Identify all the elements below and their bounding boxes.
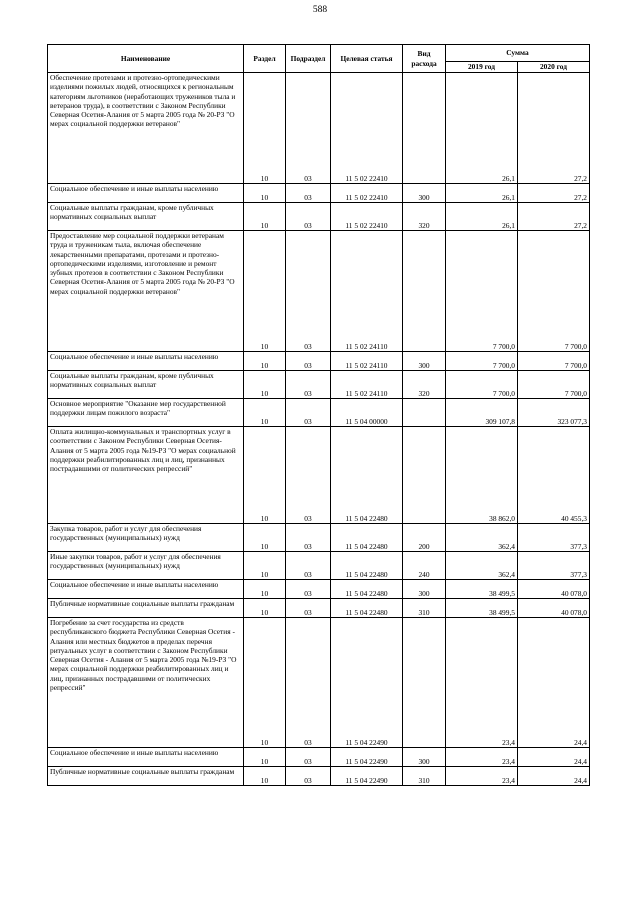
row-section: 10	[244, 767, 286, 786]
row-sum-2019: 38 499,5	[446, 599, 518, 618]
row-name: Социальные выплаты гражданам, кроме публичных нормативных социальных выплат	[48, 371, 244, 399]
row-sum-2020: 7 700,0	[518, 371, 590, 399]
row-subsection: 03	[286, 767, 331, 786]
row-expense-type: 240	[403, 552, 446, 580]
row-sum-2020: 24,4	[518, 767, 590, 786]
row-target-article: 11 5 04 22490	[331, 618, 403, 748]
row-subsection: 03	[286, 552, 331, 580]
row-sum-2019: 26,1	[446, 203, 518, 231]
row-target-article: 11 5 04 22480	[331, 524, 403, 552]
row-sum-2019: 7 700,0	[446, 231, 518, 352]
row-sum-2019: 38 862,0	[446, 427, 518, 524]
row-section: 10	[244, 524, 286, 552]
row-sum-2020: 24,4	[518, 748, 590, 767]
row-name: Социальное обеспечение и иные выплаты населению	[48, 184, 244, 203]
row-name: Основное мероприятие "Оказание мер государственной поддержки лицам пожилого возраста"	[48, 399, 244, 427]
table-row	[48, 399, 590, 427]
row-sum-2020: 27,2	[518, 203, 590, 231]
row-sum-2020: 377,3	[518, 524, 590, 552]
row-sum-2020: 40 455,3	[518, 427, 590, 524]
row-name: Публичные нормативные социальные выплаты гражданам	[48, 599, 244, 618]
row-subsection: 03	[286, 618, 331, 748]
row-target-article: 11 5 04 22490	[331, 748, 403, 767]
row-sum-2020: 7 700,0	[518, 231, 590, 352]
row-expense-type	[403, 427, 446, 524]
row-subsection: 03	[286, 352, 331, 371]
row-target-article: 11 5 04 22490	[331, 767, 403, 786]
header-year-2019: 2019 год	[446, 62, 518, 73]
row-target-article: 11 5 02 22410	[331, 184, 403, 203]
row-section: 10	[244, 599, 286, 618]
budget-table	[47, 44, 590, 786]
row-section: 10	[244, 203, 286, 231]
table-row	[48, 371, 590, 399]
row-expense-type	[403, 618, 446, 748]
row-target-article: 11 5 02 24110	[331, 371, 403, 399]
row-section: 10	[244, 352, 286, 371]
row-subsection: 03	[286, 524, 331, 552]
row-section: 10	[244, 399, 286, 427]
row-target-article: 11 5 04 22480	[331, 552, 403, 580]
table-row	[48, 767, 590, 786]
row-expense-type	[403, 73, 446, 184]
row-sum-2020: 377,3	[518, 552, 590, 580]
row-name: Социальное обеспечение и иные выплаты населению	[48, 748, 244, 767]
row-expense-type: 310	[403, 767, 446, 786]
table-row	[48, 73, 590, 184]
row-sum-2020: 7 700,0	[518, 352, 590, 371]
row-section: 10	[244, 73, 286, 184]
header-target-article: Целевая статья	[331, 45, 403, 73]
row-target-article: 11 5 04 22480	[331, 427, 403, 524]
row-sum-2019: 7 700,0	[446, 371, 518, 399]
row-sum-2020: 27,2	[518, 184, 590, 203]
row-section: 10	[244, 427, 286, 524]
row-section: 10	[244, 580, 286, 599]
row-name: Закупка товаров, работ и услуг для обеспечения государственных (муниципальных) нужд	[48, 524, 244, 552]
row-expense-type: 300	[403, 184, 446, 203]
row-expense-type: 310	[403, 599, 446, 618]
row-sum-2019: 38 499,5	[446, 580, 518, 599]
row-sum-2019: 362,4	[446, 524, 518, 552]
row-target-article: 11 5 04 22480	[331, 599, 403, 618]
row-subsection: 03	[286, 203, 331, 231]
table-row	[48, 524, 590, 552]
row-sum-2019: 23,4	[446, 767, 518, 786]
row-sum-2019: 23,4	[446, 618, 518, 748]
row-target-article: 11 5 02 22410	[331, 73, 403, 184]
table-row	[48, 748, 590, 767]
table-row	[48, 427, 590, 524]
row-subsection: 03	[286, 599, 331, 618]
header-name: Наименование	[48, 45, 244, 73]
row-subsection: 03	[286, 748, 331, 767]
row-sum-2020: 24,4	[518, 618, 590, 748]
header-subsection: Подраздел	[286, 45, 331, 73]
row-name: Публичные нормативные социальные выплаты гражданам	[48, 767, 244, 786]
header-section: Раздел	[244, 45, 286, 73]
row-expense-type: 320	[403, 371, 446, 399]
table-header	[48, 45, 590, 73]
row-section: 10	[244, 748, 286, 767]
row-section: 10	[244, 184, 286, 203]
row-name: Социальные выплаты гражданам, кроме публичных нормативных социальных выплат	[48, 203, 244, 231]
table-row	[48, 599, 590, 618]
header-expense-type: Вид расхода	[403, 45, 446, 73]
row-expense-type	[403, 231, 446, 352]
row-target-article: 11 5 02 24110	[331, 231, 403, 352]
row-name: Социальное обеспечение и иные выплаты населению	[48, 352, 244, 371]
row-sum-2020: 40 078,0	[518, 599, 590, 618]
row-expense-type: 300	[403, 580, 446, 599]
row-subsection: 03	[286, 399, 331, 427]
table-row	[48, 580, 590, 599]
table-row	[48, 203, 590, 231]
row-target-article: 11 5 04 00000	[331, 399, 403, 427]
row-name: Иные закупки товаров, работ и услуг для обеспечения государственных (муниципальных) нужд	[48, 552, 244, 580]
row-section: 10	[244, 231, 286, 352]
row-subsection: 03	[286, 231, 331, 352]
row-sum-2020: 323 077,3	[518, 399, 590, 427]
row-name: Предоставление мер социальной поддержки ветеранам труда и труженикам тыла, включая обеспечение лекарственными препаратами, протезами и протезно-ортопедическими изделиями, изготовление и ремонт зубных протезов в соответствии с Законом Республики Северная Осетия-Алания от 5 марта 2005 года № 20-РЗ "О мерах социальной поддержки ветеранов"	[48, 231, 244, 352]
table-row	[48, 352, 590, 371]
row-sum-2019: 26,1	[446, 73, 518, 184]
row-sum-2019: 362,4	[446, 552, 518, 580]
header-sum: Сумма	[446, 45, 590, 62]
row-section: 10	[244, 552, 286, 580]
table-row	[48, 231, 590, 352]
row-expense-type	[403, 399, 446, 427]
page-number: 588	[312, 5, 328, 15]
row-sum-2019: 23,4	[446, 748, 518, 767]
row-name: Социальное обеспечение и иные выплаты населению	[48, 580, 244, 599]
row-section: 10	[244, 371, 286, 399]
table-row	[48, 552, 590, 580]
row-target-article: 11 5 02 22410	[331, 203, 403, 231]
row-subsection: 03	[286, 427, 331, 524]
table-row	[48, 184, 590, 203]
row-expense-type: 300	[403, 748, 446, 767]
row-subsection: 03	[286, 371, 331, 399]
row-target-article: 11 5 04 22480	[331, 580, 403, 599]
header-year-2020: 2020 год	[518, 62, 590, 73]
row-expense-type: 300	[403, 352, 446, 371]
row-expense-type: 200	[403, 524, 446, 552]
row-name: Обеспечение протезами и протезно-ортопедическими изделиями пожилых людей, относящихся к региональным категориям льготников (неработающих тружеников тыла и ветеранов труда), в соответствии с Законом Республики Северная Осетия-Алания от 5 марта 2005 года № 20-РЗ "О мерах социальной поддержки ветеранов"	[48, 73, 244, 184]
row-subsection: 03	[286, 73, 331, 184]
row-name: Погребение за счет государства из средств республиканского бюджета Республики Северная Осетия - Алания или местных бюджетов в пределах перечня ритуальных услуг в соответствии с Законом Республики Северная Осетия - Алания от 5 марта 2005 года №19-РЗ "О мерах социальной поддержки реабилитированных лиц и лиц, признанных пострадавшими от политических репрессий"	[48, 618, 244, 748]
row-subsection: 03	[286, 580, 331, 599]
row-sum-2019: 26,1	[446, 184, 518, 203]
table-row	[48, 618, 590, 748]
row-target-article: 11 5 02 24110	[331, 352, 403, 371]
row-expense-type: 320	[403, 203, 446, 231]
row-sum-2019: 7 700,0	[446, 352, 518, 371]
row-subsection: 03	[286, 184, 331, 203]
row-sum-2020: 27,2	[518, 73, 590, 184]
row-name: Оплата жилищно-коммунальных и транспортных услуг в соответствии с Законом Республики Северная Осетия-Алания от 5 марта 2005 года №19-РЗ "О мерах социальной поддержки реабилитированных лиц и лиц, признанных пострадавшими от политических репрессий"	[48, 427, 244, 524]
row-sum-2020: 40 078,0	[518, 580, 590, 599]
table-body	[48, 73, 590, 786]
row-sum-2019: 309 107,8	[446, 399, 518, 427]
row-section: 10	[244, 618, 286, 748]
